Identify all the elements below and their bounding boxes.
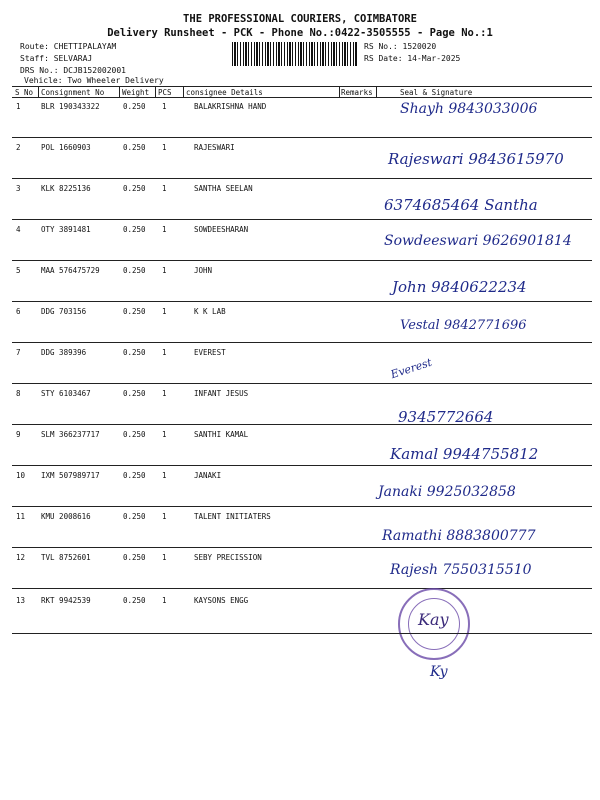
row-consignee: SEBY PRECISSION [194,553,262,562]
row-sno: 2 [16,143,21,152]
row-sno: 7 [16,348,21,357]
row-pcs: 1 [162,512,167,521]
row-rule [12,342,592,343]
row-weight: 0.250 [123,184,146,193]
row-weight: 0.250 [123,102,146,111]
row-rule [12,506,592,507]
row-consignment: DDG 389396 [41,348,87,357]
row-pcs: 1 [162,143,167,152]
row-consignment: KMU 2008616 [41,512,91,521]
row-consignment: BLR 190343322 [41,102,100,111]
row-consignee: SOWDEESHARAN [194,225,249,234]
row-consignee: KAYSONS ENGG [194,596,249,605]
row-consignee: JOHN [194,266,213,275]
row-rule [12,465,592,466]
row-consignee: SANTHA SEELAN [194,184,253,193]
vehicle: Vehicle: Two Wheeler Delivery [24,76,164,85]
staff: Staff: SELVARAJ [20,54,93,63]
col-divider [38,86,39,97]
row-signature: 9345772664 [398,408,494,426]
row-sno: 5 [16,266,21,275]
row-signature: Sowdeeswari 9626901814 [384,233,572,249]
barcode [232,42,358,66]
row-consignment: RKT 9942539 [41,596,91,605]
row-pcs: 1 [162,471,167,480]
row-weight: 0.250 [123,471,146,480]
row-pcs: 1 [162,102,167,111]
row-weight: 0.250 [123,266,146,275]
row-signature: John 9840622234 [392,278,527,296]
row-weight: 0.250 [123,307,146,316]
row-pcs: 1 [162,389,167,398]
route: Route: CHETTIPALAYAM [20,42,117,51]
row-pcs: 1 [162,596,167,605]
row-signature: Rajeswari 9843615970 [388,150,564,168]
row-weight: 0.250 [123,596,146,605]
drs-number: DRS No.: DCJB152002001 [20,66,126,75]
row-sno: 3 [16,184,21,193]
table-header-rule [12,97,592,98]
row-sno: 10 [16,471,26,480]
row-consignee: BALAKRISHNA HAND [194,102,267,111]
row-consignment: MAA 576475729 [41,266,100,275]
row-pcs: 1 [162,266,167,275]
row-sno: 9 [16,430,21,439]
row-pcs: 1 [162,225,167,234]
row-sno: 11 [16,512,26,521]
table-top-rule [12,86,592,87]
row-consignee: RAJESWARI [194,143,235,152]
footer-signature: Ky [430,664,448,680]
company-title: THE PROFESSIONAL COURIERS, COIMBATORE [183,13,417,25]
row-pcs: 1 [162,184,167,193]
row-consignee: INFANT JESUS [194,389,249,398]
row-rule [12,260,592,261]
row-weight: 0.250 [123,389,146,398]
row-signature: Vestal 9842771696 [400,318,527,333]
row-weight: 0.250 [123,348,146,357]
row-rule [12,301,592,302]
row-consignment: SLM 366237717 [41,430,100,439]
row-consignee: K K LAB [194,307,226,316]
runsheet-subtitle: Delivery Runsheet - PCK - Phone No.:0422-3505555 - Page No.:1 [107,27,493,39]
col-divider [119,86,120,97]
col-header-consignment: Consignment No [41,88,105,97]
row-signature: Kamal 9944755812 [390,445,539,463]
row-pcs: 1 [162,348,167,357]
row-signature: Everest [389,355,434,382]
row-sno: 1 [16,102,21,111]
rs-number: RS No.: 1520020 [364,42,437,51]
row-consignment: STY 6103467 [41,389,91,398]
row-weight: 0.250 [123,553,146,562]
row-weight: 0.250 [123,512,146,521]
row-signature: Kay [418,610,449,629]
row-rule [12,588,592,589]
row-rule [12,424,592,425]
row-weight: 0.250 [123,143,146,152]
row-consignment: POL 1660903 [41,143,91,152]
col-divider [339,86,340,97]
col-divider [376,86,377,97]
row-consignee: JANAKI [194,471,222,480]
row-sno: 8 [16,389,21,398]
row-signature: Rajesh 7550315510 [390,562,532,578]
row-signature: 6374685464 Santha [384,196,538,214]
row-signature: Shayh 9843033006 [400,101,538,117]
row-pcs: 1 [162,553,167,562]
col-header-consignee: consignee Details [186,88,263,97]
table-bottom-rule [12,633,592,634]
row-pcs: 1 [162,430,167,439]
row-signature: Ramathi 8883800777 [382,528,536,544]
row-consignment: TVL 8752601 [41,553,91,562]
row-consignment: IXM 507989717 [41,471,100,480]
row-weight: 0.250 [123,430,146,439]
col-divider [155,86,156,97]
row-rule [12,137,592,138]
row-consignment: OTY 3891481 [41,225,91,234]
row-weight: 0.250 [123,225,146,234]
row-consignment: DDG 703156 [41,307,87,316]
col-header-weight: Weight [122,88,150,97]
row-consignee: SANTHI KAMAL [194,430,249,439]
row-sno: 13 [16,596,26,605]
col-divider [183,86,184,97]
row-sno: 6 [16,307,21,316]
row-rule [12,383,592,384]
row-consignment: KLK 8225136 [41,184,91,193]
col-header-sno: S No [15,88,34,97]
rs-date: RS Date: 14-Mar-2025 [364,54,461,63]
row-consignee: EVEREST [194,348,226,357]
row-rule [12,547,592,548]
col-header-remarks: Remarks [341,88,373,97]
row-sno: 12 [16,553,26,562]
row-signature: Janaki 9925032858 [378,484,516,500]
row-pcs: 1 [162,307,167,316]
row-rule [12,178,592,179]
row-consignee: TALENT INITIATERS [194,512,271,521]
col-header-pcs: PCS [158,88,172,97]
row-sno: 4 [16,225,21,234]
col-header-seal-signature: Seal & Signature [400,88,473,97]
row-rule [12,219,592,220]
